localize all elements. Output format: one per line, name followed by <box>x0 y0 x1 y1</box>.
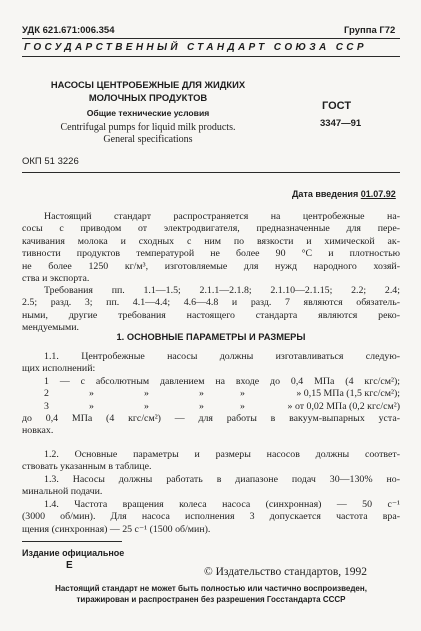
intro-line: ства и экспорта. <box>22 273 90 285</box>
state-standard-title: ГОСУДАРСТВЕННЫЙ СТАНДАРТ СОЮЗА ССР <box>24 42 367 53</box>
intro-line: тивности продуктов температурой не более 90 °С и плотностью <box>22 248 400 260</box>
clause-1-4 <box>22 499 400 536</box>
clause-1-3 <box>22 474 400 499</box>
gost-label: ГОСТ <box>322 100 352 112</box>
reproduction-notice-line1: Настоящий стандарт не может быть полностью или частично воспроизведен, <box>55 584 367 593</box>
execution-number: 3 <box>44 400 49 412</box>
standard-title-line2: МОЛОЧНЫХ ПРОДУКТОВ <box>88 92 208 103</box>
ditto-mark: » <box>144 400 149 412</box>
header-rule-bottom <box>22 56 400 57</box>
clause-line: 1.3. Насосы должны работать в диапазоне подач 30—130% но- <box>44 474 400 485</box>
clause-line: щения (синхронная) — 25 с⁻¹ (1500 об/мин). <box>22 523 211 535</box>
requirements-line: 2.5; разд. 3; пп. 4.1—4.4; 4.6—4.8 и разд. 7 являются обязатель- <box>22 297 400 309</box>
clause-line: 1.1. Центробежные насосы должны изготавливаться следую- <box>44 351 400 362</box>
intro-paragraph <box>22 211 400 285</box>
clause-1-2 <box>22 449 400 474</box>
english-title-line2: General specifications <box>103 134 193 145</box>
gost-number: 3347—91 <box>320 118 362 129</box>
ditto-mark: » <box>89 388 94 400</box>
reproduction-notice-line2: тиражирован и распространен без разрешения Госстандарта СССР <box>76 595 346 604</box>
execution-1: 1 — с абсолютным давлением на входе до 0,4 МПа (4 кгс/см²); <box>44 375 400 387</box>
clause-line: щих исполнений: <box>22 363 96 375</box>
group-code: Группа Г72 <box>344 25 396 36</box>
edition-letter: Е <box>66 560 73 571</box>
clause-line: до 0,4 МПа (4 кгс/см²) — для работы в вакуум-выпарных уста- <box>22 413 400 424</box>
requirements-line: Требования пп. 1.1—1.5; 2.1.1—2.1.8; 2.1.10—2.1.15; 2.2; 2.4; <box>44 285 400 296</box>
title-rule <box>22 172 400 173</box>
udk-code: УДК 621.671:006.354 <box>22 25 115 36</box>
execution-3 <box>22 401 400 413</box>
ditto-mark: » <box>199 388 204 400</box>
copyright-notice: © Издательство стандартов, 1992 <box>204 566 368 578</box>
english-title-line1: Centrifugal pumps for liquid milk products. <box>60 122 236 133</box>
effective-date <box>292 189 396 199</box>
ditto-mark: » <box>144 388 149 400</box>
clause-line: 1.2. Основные параметры и размеры насосов должны соответ- <box>44 449 400 460</box>
intro-line: качивания молока и сходных с ним по вязкости и химической ак- <box>22 235 400 247</box>
ditto-mark: » <box>89 400 94 412</box>
intro-line: Настоящий стандарт распространяется на центробежные на- <box>44 211 400 222</box>
official-edition: Издание официальное <box>22 548 125 558</box>
ditto-mark: » <box>199 400 204 412</box>
execution-value: » 0,15 МПа (1,5 кгс/см²); <box>296 388 400 400</box>
clause-1-1 <box>22 351 400 438</box>
ditto-mark: » <box>240 400 245 412</box>
requirements-line: мендуемыми. <box>22 322 80 334</box>
ditto-mark: » <box>240 388 245 400</box>
clause-line: 1.4. Частота вращения колеса насоса (синхронная) — 50 с⁻¹ <box>44 499 400 510</box>
effective-date-label: Дата введения <box>292 189 359 199</box>
requirements-paragraph <box>22 285 400 335</box>
clause-line: новках. <box>22 425 54 437</box>
execution-value: » от 0,02 МПа (0,2 кгс/см²) <box>287 400 400 412</box>
intro-line: не более 1250 кг/м³, изготовляемые для нужд народного хозяй- <box>22 260 400 272</box>
standard-subtitle: Общие технические условия <box>86 108 210 118</box>
standard-title-line1: НАСОСЫ ЦЕНТРОБЕЖНЫЕ ДЛЯ ЖИДКИХ <box>50 79 246 90</box>
clause-line: ствовать указанным в таблице. <box>22 461 152 473</box>
header-rule-top <box>22 38 400 39</box>
clause-line: минальной подачи. <box>22 486 103 498</box>
execution-2 <box>22 388 400 400</box>
intro-line: сосы с приводом от электродвигателя, предназначенные для пере- <box>22 223 400 235</box>
footer-rule <box>22 541 122 542</box>
execution-number: 2 <box>44 388 49 400</box>
clause-line: (3000 об/мин). Для насоса исполнения 3 допускается частота вра- <box>22 511 400 523</box>
effective-date-value: 01.07.92 <box>360 189 396 199</box>
section-heading: 1. ОСНОВНЫЕ ПАРАМЕТРЫ И РАЗМЕРЫ <box>116 332 306 342</box>
requirements-line: ными, другие требования настоящего стандарта являются реко- <box>22 309 400 321</box>
okp-code: ОКП 51 3226 <box>22 156 79 167</box>
